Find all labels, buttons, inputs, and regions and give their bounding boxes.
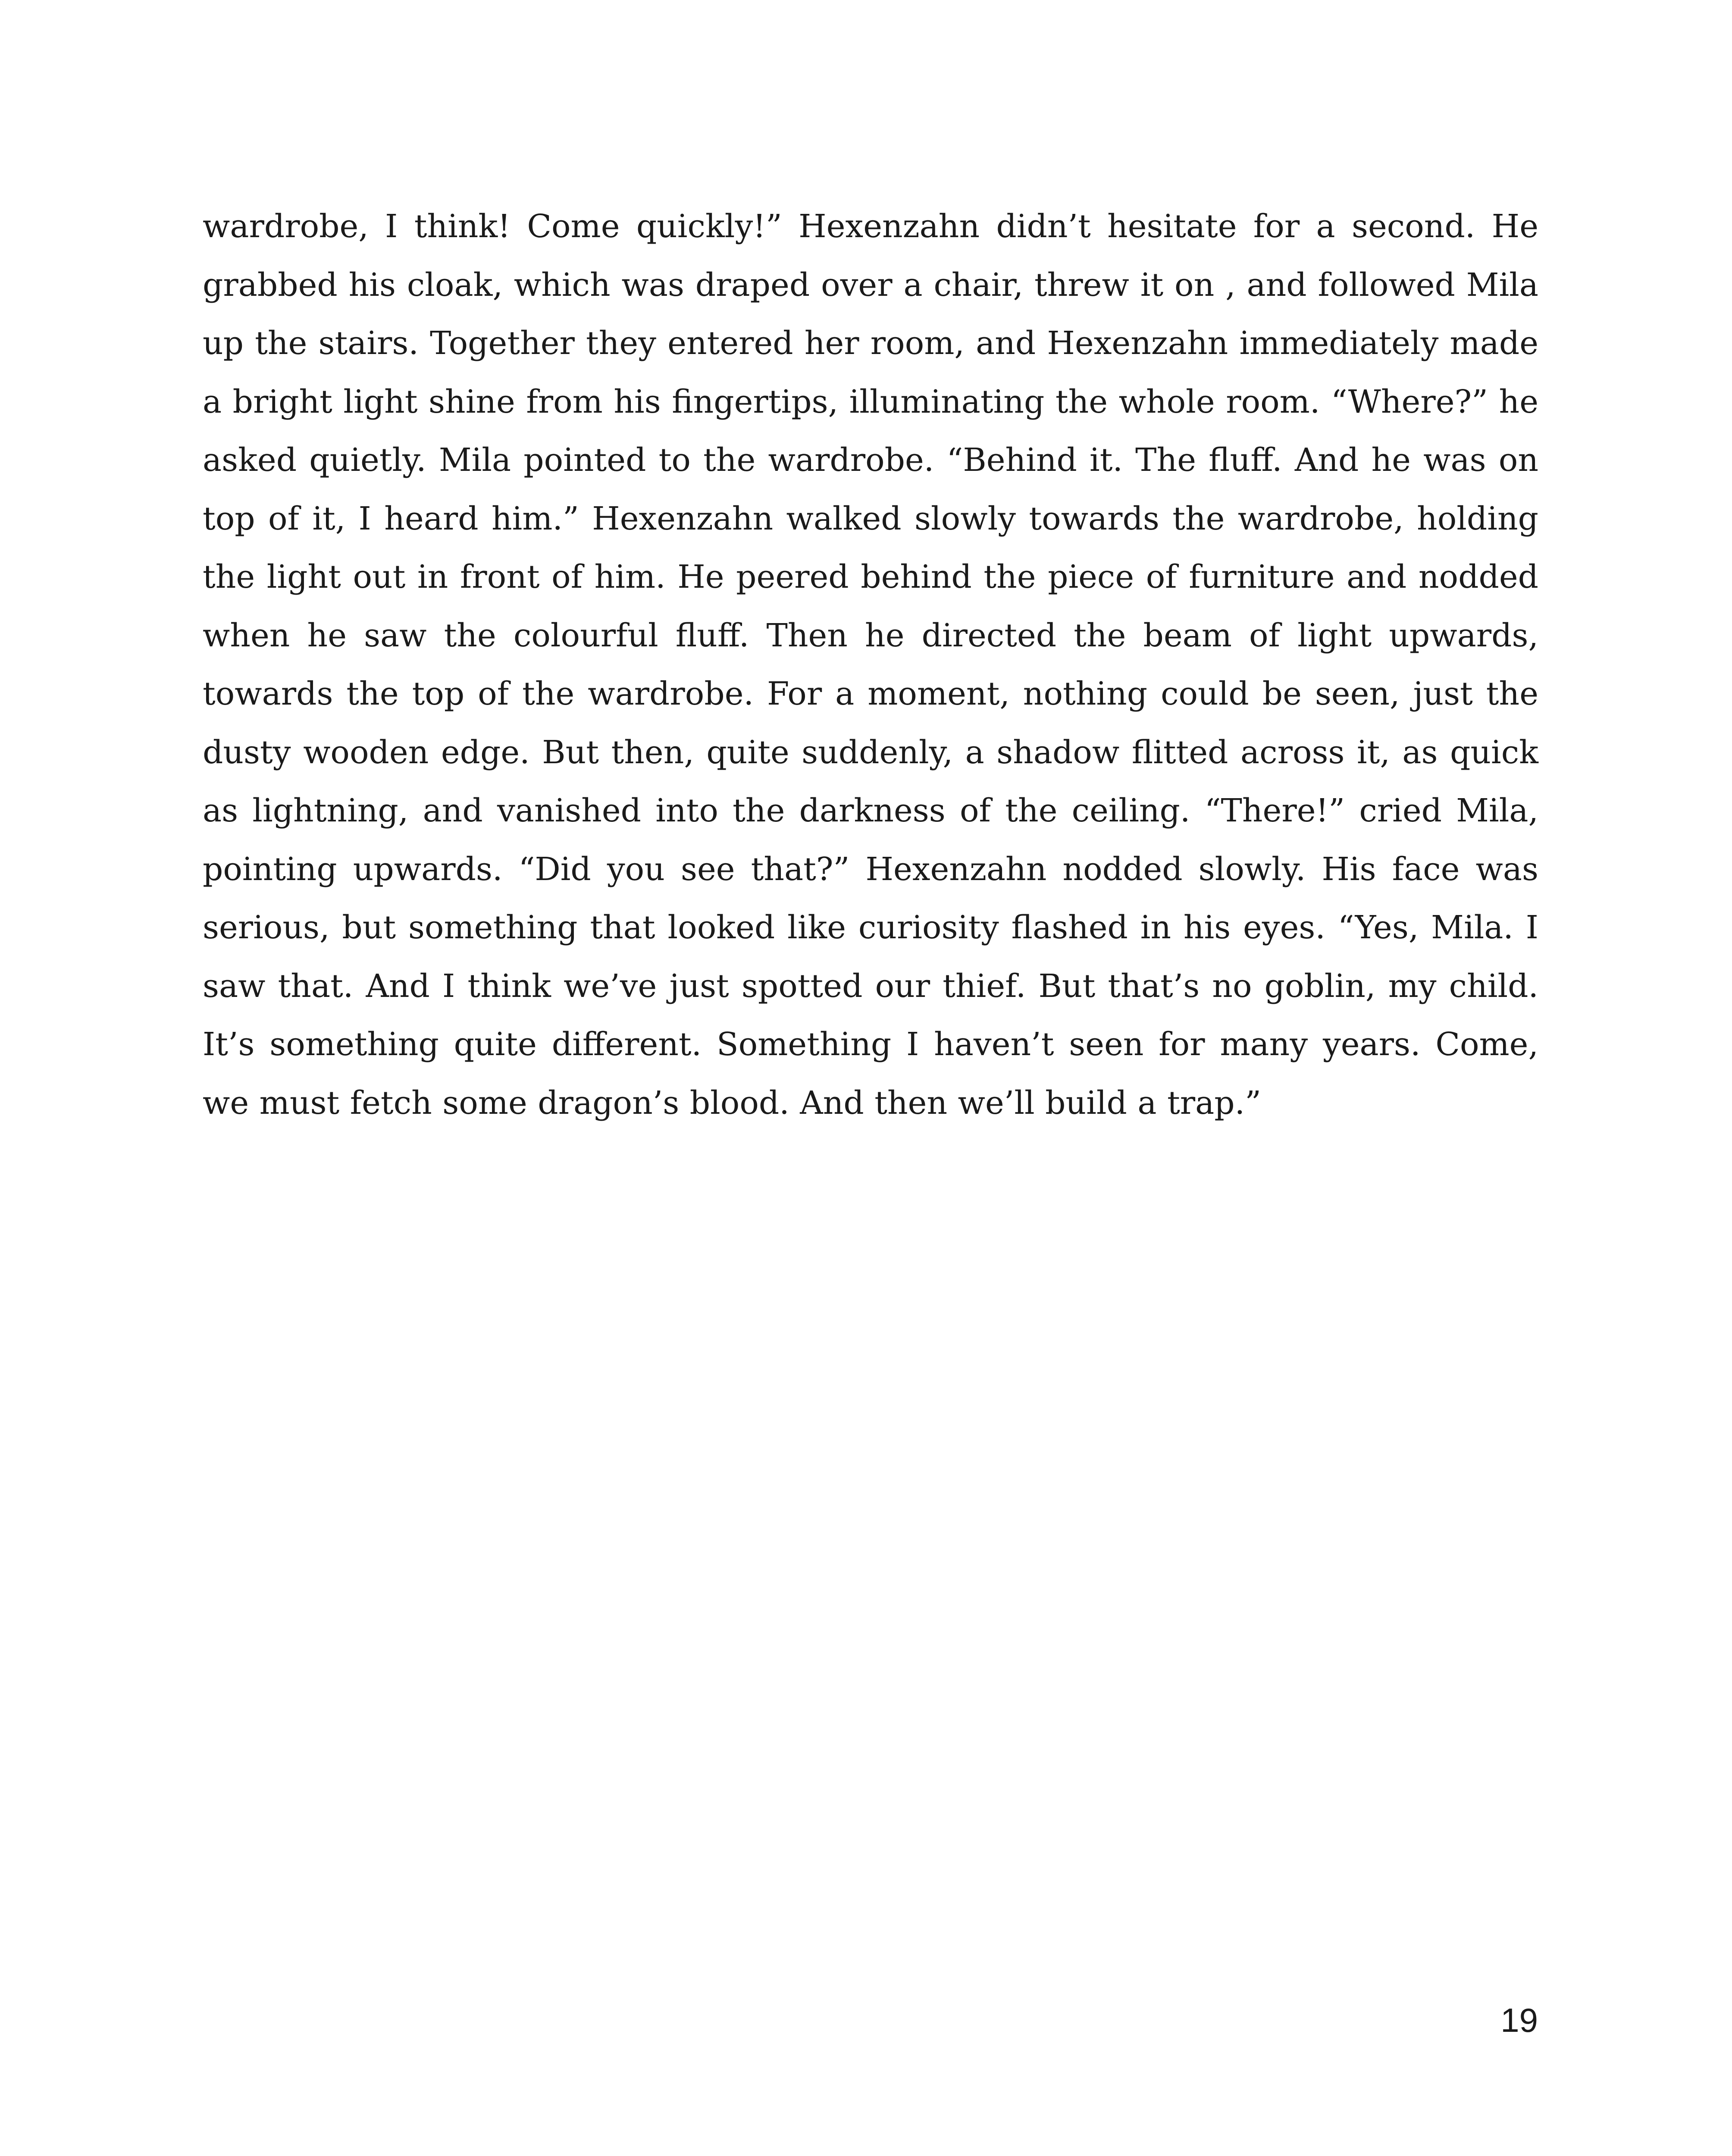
body-paragraph: wardrobe, I think! Come quickly!” Hexenzahn didn’t hesitate for a second. He grabbed his cloak, which was draped over a chair, threw it on , and followed Mila up the stairs. Together they entered her room, and Hexenzahn immediately made a bright light shine from his fingertips, illuminating the whole room. “Where?” he asked quietly. Mila pointed to the wardrobe. “Behind it. The fluff. And he was on top of it, I heard him.” Hexenzahn walked slowly towards the wardrobe, holding the light out in front of him. He peered behind the piece of furniture and nodded when he saw the colourful fluff. Then he directed the beam of light upwards, towards the top of the wardrobe. For a moment, nothing could be seen, just the dusty wooden edge. But then, quite suddenly, a shadow flitted across it, as quick as lightning, and vanished into the darkness of the ceiling. “There!” cried Mila, pointing upwards. “Did you see that?” Hexenzahn nodded slowly. His face was serious, but something that looked like curiosity flashed in his eyes. “Yes, Mila. I saw that. And I think we’ve just spotted our thief. But that’s no goblin, my child. It’s something quite different. Something I haven’t seen for many years. Come, we must fetch some dragon’s blood. And then we’ll build a trap.” (203, 208, 1538, 1122)
page-number: 19 (1500, 2001, 1538, 2039)
